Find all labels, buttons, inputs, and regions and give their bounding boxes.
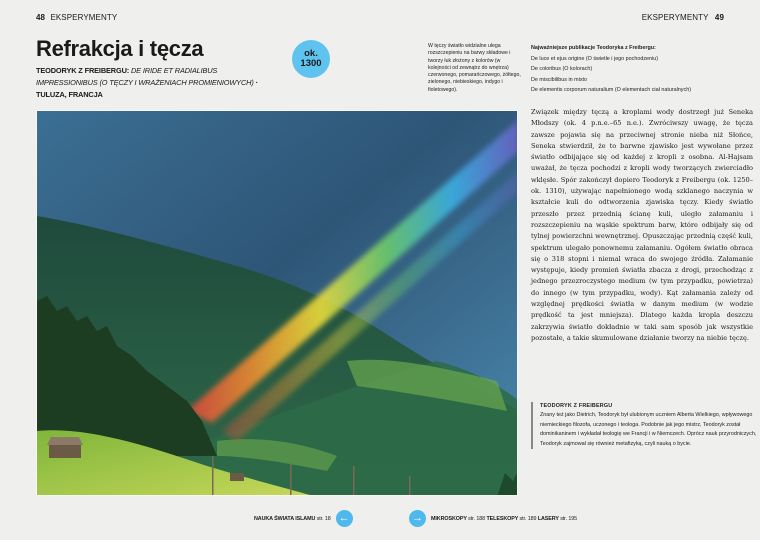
next-topic-link[interactable] xyxy=(431,516,485,522)
publication-item: De coloribus (O kolorach) xyxy=(531,66,593,73)
page-header-right xyxy=(642,13,724,22)
next-topic-link[interactable] xyxy=(486,516,536,522)
next-topic-title: TELESKOPY xyxy=(486,515,519,522)
biography-sidebar xyxy=(531,402,760,449)
subtitle-author: TEODORYK Z FREIBERGU: xyxy=(36,66,130,75)
article-body: Związek między tęczą a kroplami wody dostrzegł już Seneka Młodszy (ok. 4 p.n.e.–65 n.e.). Zwróciwszy uwagę, że tęcza zawsze pojawia się na przeciwnej stronie nieba niż Słońce, Seneka stwierdził, że to barwne zjawisko jest wywołane przez światło odbijające się od każdej z kropli z osobna. Al-Hajsam uważał, że tęcza pochodzi z kropli wody tworzących zwierciadło wklęsłe. Spór zakończył dopiero Teodoryk z Freibergu (ok. 1250–ok. 1310), używając napełnionego wodą szklanego naczynia w kształcie kuli do odtworzenia zjawiska tęczy. Kiedy światło przeszło przez przednią ścianę kuli, uległo załamaniu i rozszczepieniu na wąskie spektrum barw, które odbijały się od tylnej powierzchni wewnętrznej. Opuszczając przednią część kuli, spektrum ulegało ponownemu załamaniu. Ogółem światło obraca się o 318 stopni i niemal wraca do swojego źródła. Załamanie występuje, kiedy promień światła zbacza z drogi, przechodząc z jednego przezroczystego medium (w tym przypadku, powietrza) do innego (w tym przypadku, wody). Kąt załamania zależy od względnej prędkości światła w danym medium (w wodzie prędkość ta jest mniejsza). Dlatego każda kropla deszczu zakrzywia światło dokładnie w taki sam sposób jak wszystkie pozostałe, a takie skumulowane działanie tworzy na niebie tęczę. xyxy=(531,108,753,342)
page-header-left xyxy=(36,13,117,22)
next-topic-title: LASERY xyxy=(537,515,559,522)
page-number-left: 48 xyxy=(36,13,46,22)
next-topic-title: MIKROSKOPY xyxy=(431,515,467,522)
publications-heading: Najważniejsze publikacje Teodoryka z Freibergu: xyxy=(531,45,656,51)
section-name-left: EKSPERYMENTY xyxy=(50,13,118,22)
section-name-right: EKSPERYMENTY xyxy=(641,13,709,22)
arrow-left-icon[interactable]: ← xyxy=(336,510,353,527)
subtitle-place: · TULUZA, FRANCJA xyxy=(36,78,258,99)
date-badge xyxy=(292,40,330,78)
date-badge-year: 1300 xyxy=(300,58,322,69)
photo-caption: W tęczy światło widzialne ulega rozszczepieniu na barwy składowe i tworzy łuk złożony z kolorów (w kolejności od zewnątrz do wnętrza) czerwonego, pomarańczowego, żółtego, zielonego, niebieskiego, indygo i fioletowego). xyxy=(428,43,521,93)
previous-topic-label[interactable] xyxy=(254,516,331,522)
next-topic-page: str. 195 xyxy=(560,515,578,522)
next-topics-links xyxy=(409,510,577,527)
page-number-right: 49 xyxy=(714,13,724,22)
publication-item: De miscibilibus in mixto xyxy=(531,76,588,83)
publication-item: De luce et ejus origine (O świetle i jego pochodzeniu) xyxy=(531,55,659,62)
biography-text: Znany też jako Dietrich, Teodoryk był ulubionym uczniem Alberta Wielkiego, wpływowego niemieckiego filozofa, uczonego i teologa. Podobnie jak jego mistrz, Teodoryk został dominikaninem i wykładał teologię we Francji i w Niemczech. Oprócz nauk przyrodniczych, Teodoryk zajmował się również metafizyką, czyli nauką o bycie. xyxy=(540,412,757,447)
arrow-right-icon[interactable]: → xyxy=(409,510,426,527)
next-topic-page: str. 189 xyxy=(519,515,537,522)
previous-topic-title: NAUKA ŚWIATA ISLAMU xyxy=(254,515,316,522)
rainbow-photo xyxy=(36,110,518,496)
subtitle-work: DE IRIDE ET RADIALIBUS IMPRESSIONIBUS (O TĘCZY I WRAŻENIACH PROMIENIOWYCH) xyxy=(36,66,254,87)
biography-heading: TEODORYK Z FREIBERGU xyxy=(540,403,613,409)
date-badge-prefix: ok. xyxy=(304,48,318,59)
article-title: Refrakcja i tęcza xyxy=(36,36,204,61)
publications-list xyxy=(531,43,751,96)
publication-item: De elementis corporum naturalium (O elementach ciał naturalnych) xyxy=(531,87,691,94)
next-topics-label xyxy=(431,516,577,522)
article-subtitle xyxy=(36,65,276,101)
previous-topic-page: str. 18 xyxy=(316,515,331,522)
previous-topic-link[interactable] xyxy=(254,510,353,527)
next-topic-page: str. 188 xyxy=(468,515,486,522)
next-topic-link[interactable] xyxy=(538,516,577,522)
